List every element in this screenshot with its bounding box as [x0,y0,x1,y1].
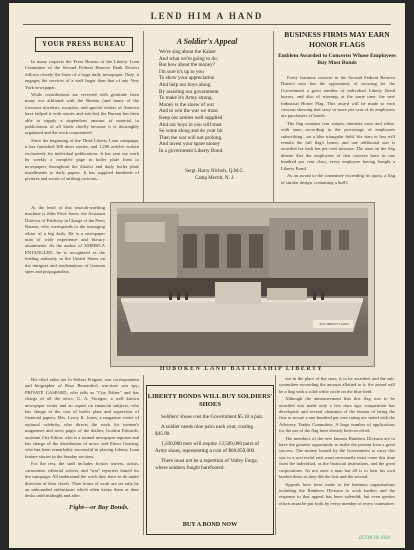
column-divider [143,375,144,535]
photo-illustration [117,208,368,356]
article-paragraph: For the rest, the staff includes fiction writers, artists, cartoonists, editorial writers, and "star" reporters famed for the campaign. All understand the work they have to do under direction of their chiefs. Their hours of work are set only by an unbounded enthusiasm which often keeps them at their desks until midnight and after. [25,461,139,499]
column-divider [273,31,274,203]
photo-frame [110,202,375,367]
archive-stamp: ECON 18 1920 [359,536,390,541]
poem-body [159,49,269,155]
article-paragraph: Although the announcement that this flag was to be awarded was made only a few days ago, competition has developed, and several chairmen of the bureau of being the first to secure a one hundred per cent rating are stated with the Advisory Trades Committee. A large number of applications for the use of the flag have already been received. [279,396,395,434]
press-bureau-article-wrap [25,205,105,375]
poem-line: Keep our armies well supplied [159,114,223,121]
ad-body [155,414,265,475]
press-bureau-article [25,59,139,204]
article-paragraph: As an award to the committee exceeding its quota, a flag of similar design, containing a bull's [281,173,395,185]
signature-location: Camp Merritt, N. J. [195,176,235,181]
buy-a-bond-now-slogan: BUY A BOND NOW [182,521,238,528]
poem-line: I'm sure it's up to you [159,68,204,75]
poem-line: And what we're going to do; [159,55,218,62]
newsletter-page [9,3,405,548]
press-bureau-title: YOUR PRESS BUREAU [35,37,133,52]
poem-line: By assisting our government [159,88,219,95]
poem-line: To show your appreciation [159,75,215,82]
article-paragraph: Every business concern in the Second Federal Reserve District now has the opportunity of securing for the Government a great number of individual Liberty Bond buyers, and also of winning, at the same time, the new Industrial Honor Flag. This award will be made to each concern showing that sixty or more per cent of its employees are purchasers of bonds. [281,75,395,119]
photo-banner: 3rd LIBERTY LOAN [319,322,349,326]
poem-signature [185,168,244,182]
column-divider [275,375,276,535]
poem-line: But how about the money? [159,62,215,69]
honor-flags-subhead: Emblem Awarded to Concerns Whose Employees Buy Most Bonds [278,53,396,66]
article-paragraph: Appeals have been made to the business organizations including the Rainbow Division to work harder; and the response to that appeal has been splendid; but even greater efforts must be put forth by every member of every committee. [279,481,395,506]
poem-title: A Soldier's Appeal [176,37,238,46]
poem-line: Money is the sinew of war [159,101,215,108]
article-paragraph: While contributions are received with gratitude from many not affiliated with the Bureau (and many of the foremost novelists, essayists, and special writers of America have helped it with stories and articles) the Bureau has been able to supply a stupendous amount of material to publications of all kinds chiefly because it is thoroughly organized and the work commenced. [25,92,139,136]
signature-name: Sergt. Harry Nichols, Q.M.C. [185,169,245,174]
column-divider [143,31,144,203]
ad-paragraph: There must not be a repetition of Valley Forge, where soldiers fought barefooted. [155,458,259,471]
ad-title: LIBERTY BONDS WILL BUY SOLDIERS' SHOES [147,393,273,408]
article-paragraph: At the head of this smooth-working machine is John Price Jones, the Assistant Director of Publicity in Charge of the Press Bureau, who corresponds to the managing editor of a big daily. He is a newspaper man of wide experience and literary attainments. As the author of AMERICA ENTANGLED, he is recognized as the leading authority in the United States on the intrigues and machinations of German spies and propagandists. [25,205,105,275]
poem-line: We're sing about the Kaiser [159,49,216,55]
photo-caption: HOBOKEN LAND BATTLESHIP LIBERTY [159,366,324,372]
poem-line: And help our boys along [159,81,211,88]
poem-line: In a government Liberty Bond. [159,147,224,154]
poem-line: And invest your spare money [159,141,221,148]
ad-paragraph: Soldiers' shoes cost the Government $5.10 a pair. [161,414,264,420]
article-paragraph: eye in the place of the stars, is to be awarded, and the sub-committee exceeding the amount allotted to it, the award will be a flag with a solid white circle on the blue field. [279,376,395,394]
poem-line: To make it's Army strong. [159,95,213,102]
ad-paragraph: A soldier needs nine pairs each year, costing $45.90. [155,424,253,437]
masthead: LEND HIM A HAND [150,11,264,21]
article-paragraph: His chief aides are Jo Seltzer Fraguer, war correspondent and biographer of Rose Bernardin's war-time war spy; PRIVATE GASPARD, who tells as "City Editor" and has charge of all the news; G. A. Voorgee, a well known newspaper writer and an expert on financial subjects, who has charge of the cost of boiler plate and supervisor of financial papers; Mrs. Leroy K. Jones, a magazine writer of national celebrity, who directs the work for women's magazines and news pages of the dailies; Gordon Edwards, assistant City Editor, who is a trained newspaper reporter and has charge of the distribution of news; and Elmer Gearing, who has been remarkably successful in placing Liberty Loan feature stories in the Sunday sections. [25,377,139,459]
press-bureau-article-continued [25,377,139,499]
masthead-rule [23,24,391,25]
poem-line: And our boys in you will trust [159,121,222,128]
article-paragraph: The flag contains four stripes, alternate navy and white, with stars—according to the percentage of employees subscribing—on a blue triangular field. Six stars or less will remain the full flag's honor, and one additional star is awarded for each ten per cent increase. The stars on the flag denote that the employees of that concern have in one hundred per cent class, every employee having bought a Liberty Bond. [281,120,395,171]
article-paragraph: Since the beginning of the Third Liberty Loan campaign, it has furnished 300 news stories, and 1,200 articles written exclusively for individual publications. It has sent out work by weekly a complete page in boiler plate form to newspapers throughout the district and daily boiler plate installments to daily papers. It has supplied hundreds of pictures and scores of striking cartoons. [25,137,139,182]
ad-paragraph: 1,500,000 men will require 13,500,000 pairs of Army shoes, representing a cost of $68,850,000. [155,441,259,454]
article-paragraph: In many respects the Press Bureau of the Liberty Loan Committee of the Second Federal Reserve Bank District follows closely the lines of a large daily newspaper. Only, it engages the services of a staff larger than that of any New York newspaper. [25,59,139,90]
soldiers-shoes-box [146,385,274,535]
land-battleship-photo [117,208,368,356]
poem-line: So come along and do your bit [159,128,223,135]
article-paragraph: The members of the new famous Rainbow Division are to have the greatest opportunity to make the present loan a great success. The money loaned by the Government to carry this war to a successful end, must necessarily must come this time from the individual, as the financial institutions, and the great corporations. As not once a man but all is to bear his own burden these as they did the first and the second. [279,435,395,480]
honor-flags-article [281,75,395,205]
honor-flags-article-continued [279,376,395,526]
fight-or-buy-bonds-slogan: Fight—or Buy Bonds. [69,504,129,511]
honor-flags-headline: BUSINESS FIRMS MAY EARN HONOR FLAGS [284,30,390,49]
poem-line: Then the war will not prolong, [159,134,223,141]
poem-line: And to win the war we must [159,108,218,115]
